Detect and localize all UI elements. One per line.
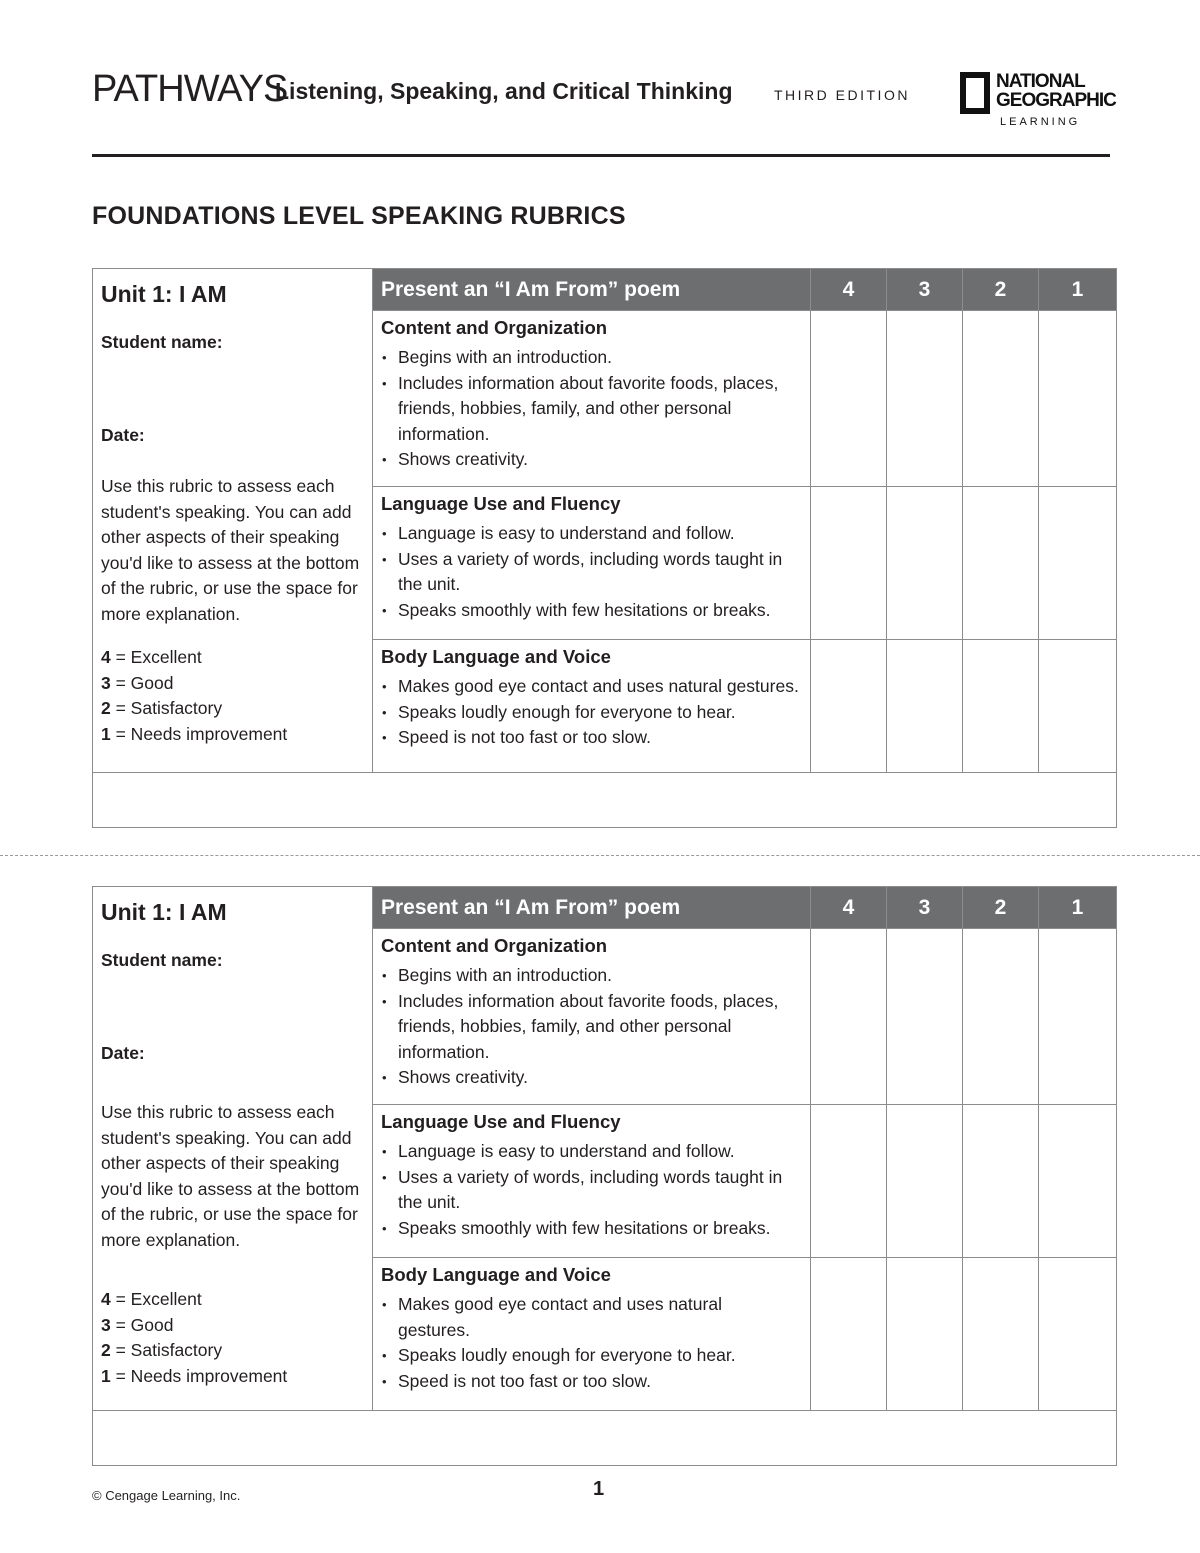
list-item: • Shows creativity. [381,1065,802,1091]
score-cell[interactable] [963,929,1039,1105]
score-cell[interactable] [887,929,963,1105]
criterion-content-organization: Content and Organization • Begins with an introduction. • Includes information about favorite foods, places, friends, hobbies, family, and other personal information. • Shows creativity. [373,929,811,1105]
list-item: • Speaks loudly enough for everyone to hear. [381,700,802,726]
score-header-2: 2 [963,887,1039,929]
list-item: • Language is easy to understand and follow. [381,521,802,547]
list-item: • Speed is not too fast or too slow. [381,725,802,751]
date-label: Date: [101,1043,145,1063]
list-item: • Speaks loudly enough for everyone to hear. [381,1343,752,1369]
instructions: Use this rubric to assess each student's speaking. You can add other aspects of their speaking you'd like to assess at the bottom of the rubric, or use the space for more explanation. [101,1102,360,1250]
task-header: Present an “I Am From” poem [373,269,811,311]
rubric-sidebar [93,269,373,773]
page-title: FOUNDATIONS LEVEL SPEAKING RUBRICS [92,202,626,230]
yellow-border-icon [960,72,990,114]
score-scale: 4 = Excellent 3 = Good 2 = Satisfactory 1 = Needs improvement [101,1289,288,1386]
list-item: • Makes good eye contact and uses natural gestures. [381,1292,752,1343]
list-item: • Speed is not too fast or too slow. [381,1369,752,1395]
student-name-label: Student name: [101,950,223,970]
score-cell[interactable] [811,1105,887,1258]
score-scale: 4 = Excellent 3 = Good 2 = Satisfactory 1 = Needs improvement [101,647,288,744]
notes-row[interactable] [93,1411,1117,1466]
score-cell[interactable] [1039,929,1117,1105]
criterion-language-fluency: Language Use and Fluency • Language is easy to understand and follow. • Uses a variety of words, including words taught in the unit. • Speaks smoothly with few hesitations or breaks. [373,487,811,640]
score-cell[interactable] [963,487,1039,640]
score-header-4: 4 [811,269,887,311]
header-divider [92,154,1110,157]
score-cell[interactable] [887,1258,963,1411]
list-item: • Makes good eye contact and uses natural gestures. [381,674,802,700]
unit-title: Unit 1: I AM [101,899,227,925]
score-header-4: 4 [811,887,887,929]
score-cell[interactable] [811,1258,887,1411]
notes-row[interactable] [93,773,1117,828]
score-header-1: 1 [1039,269,1117,311]
score-cell[interactable] [887,487,963,640]
score-cell[interactable] [887,1105,963,1258]
list-item: • Begins with an introduction. [381,345,802,371]
instructions: Use this rubric to assess each student's speaking. You can add other aspects of their speaking you'd like to assess at the bottom of the rubric, or use the space for more explanation. [101,476,360,624]
score-cell[interactable] [811,311,887,487]
score-cell[interactable] [887,311,963,487]
score-cell[interactable] [963,1105,1039,1258]
score-cell[interactable] [963,311,1039,487]
unit-title: Unit 1: I AM [101,281,227,307]
list-item: • Shows creativity. [381,447,802,473]
list-item: • Includes information about favorite foods, places, friends, hobbies, family, and other personal information. [381,371,802,448]
list-item: • Uses a variety of words, including words taught in the unit. [381,547,802,598]
score-cell[interactable] [963,1258,1039,1411]
score-cell[interactable] [887,640,963,773]
list-item: • Speaks smoothly with few hesitations or breaks. [381,598,802,624]
score-cell[interactable] [1039,1258,1117,1411]
score-cell[interactable] [811,487,887,640]
list-item: • Speaks smoothly with few hesitations or breaks. [381,1216,802,1242]
list-item: • Language is easy to understand and follow. [381,1139,802,1165]
list-item: • Uses a variety of words, including words taught in the unit. [381,1165,802,1216]
page-header [92,60,1116,140]
score-cell[interactable] [811,929,887,1105]
criterion-body-language-voice: Body Language and Voice • Makes good eye contact and uses natural gestures. • Speaks loudly enough for everyone to hear. • Speed is not too fast or too slow. [373,640,811,773]
rubric-table [92,886,1117,1466]
score-header-2: 2 [963,269,1039,311]
criterion-body-language-voice: Body Language and Voice • Makes good eye contact and uses natural gestures. • Speaks loudly enough for everyone to hear. • Speed is not too fast or too slow. [373,1258,811,1411]
score-cell[interactable] [811,640,887,773]
score-header-1: 1 [1039,887,1117,929]
date-label: Date: [101,425,145,445]
edition-label: THIRD EDITION [774,87,910,103]
score-header-3: 3 [887,269,963,311]
score-cell[interactable] [1039,640,1117,773]
criterion-language-fluency: Language Use and Fluency • Language is easy to understand and follow. • Uses a variety of words, including words taught in the unit. • Speaks smoothly with few hesitations or breaks. [373,1105,811,1258]
list-item: • Begins with an introduction. [381,963,802,989]
list-item: • Includes information about favorite foods, places, friends, hobbies, family, and other personal information. [381,989,802,1066]
copyright: © Cengage Learning, Inc. [92,1488,241,1503]
national-geographic-logo: NATIONAL GEOGRAPHIC LEARNING [960,72,1110,132]
task-header: Present an “I Am From” poem [373,887,811,929]
student-name-label: Student name: [101,332,223,352]
score-cell[interactable] [1039,311,1117,487]
score-cell[interactable] [1039,1105,1117,1258]
score-cell[interactable] [1039,487,1117,640]
rubric-sidebar [93,887,373,1411]
score-cell[interactable] [963,640,1039,773]
series-subtitle: Listening, Speaking, and Critical Thinking [275,78,733,104]
score-header-3: 3 [887,887,963,929]
rubric-table [92,268,1117,828]
criterion-content-organization: Content and Organization • Begins with an introduction. • Includes information about favorite foods, places, friends, hobbies, family, and other personal information. • Shows creativity. [373,311,811,487]
page-number: 1 [593,1478,605,1500]
cut-line [0,855,1200,856]
brand-name: PATHWAYS [92,68,288,110]
